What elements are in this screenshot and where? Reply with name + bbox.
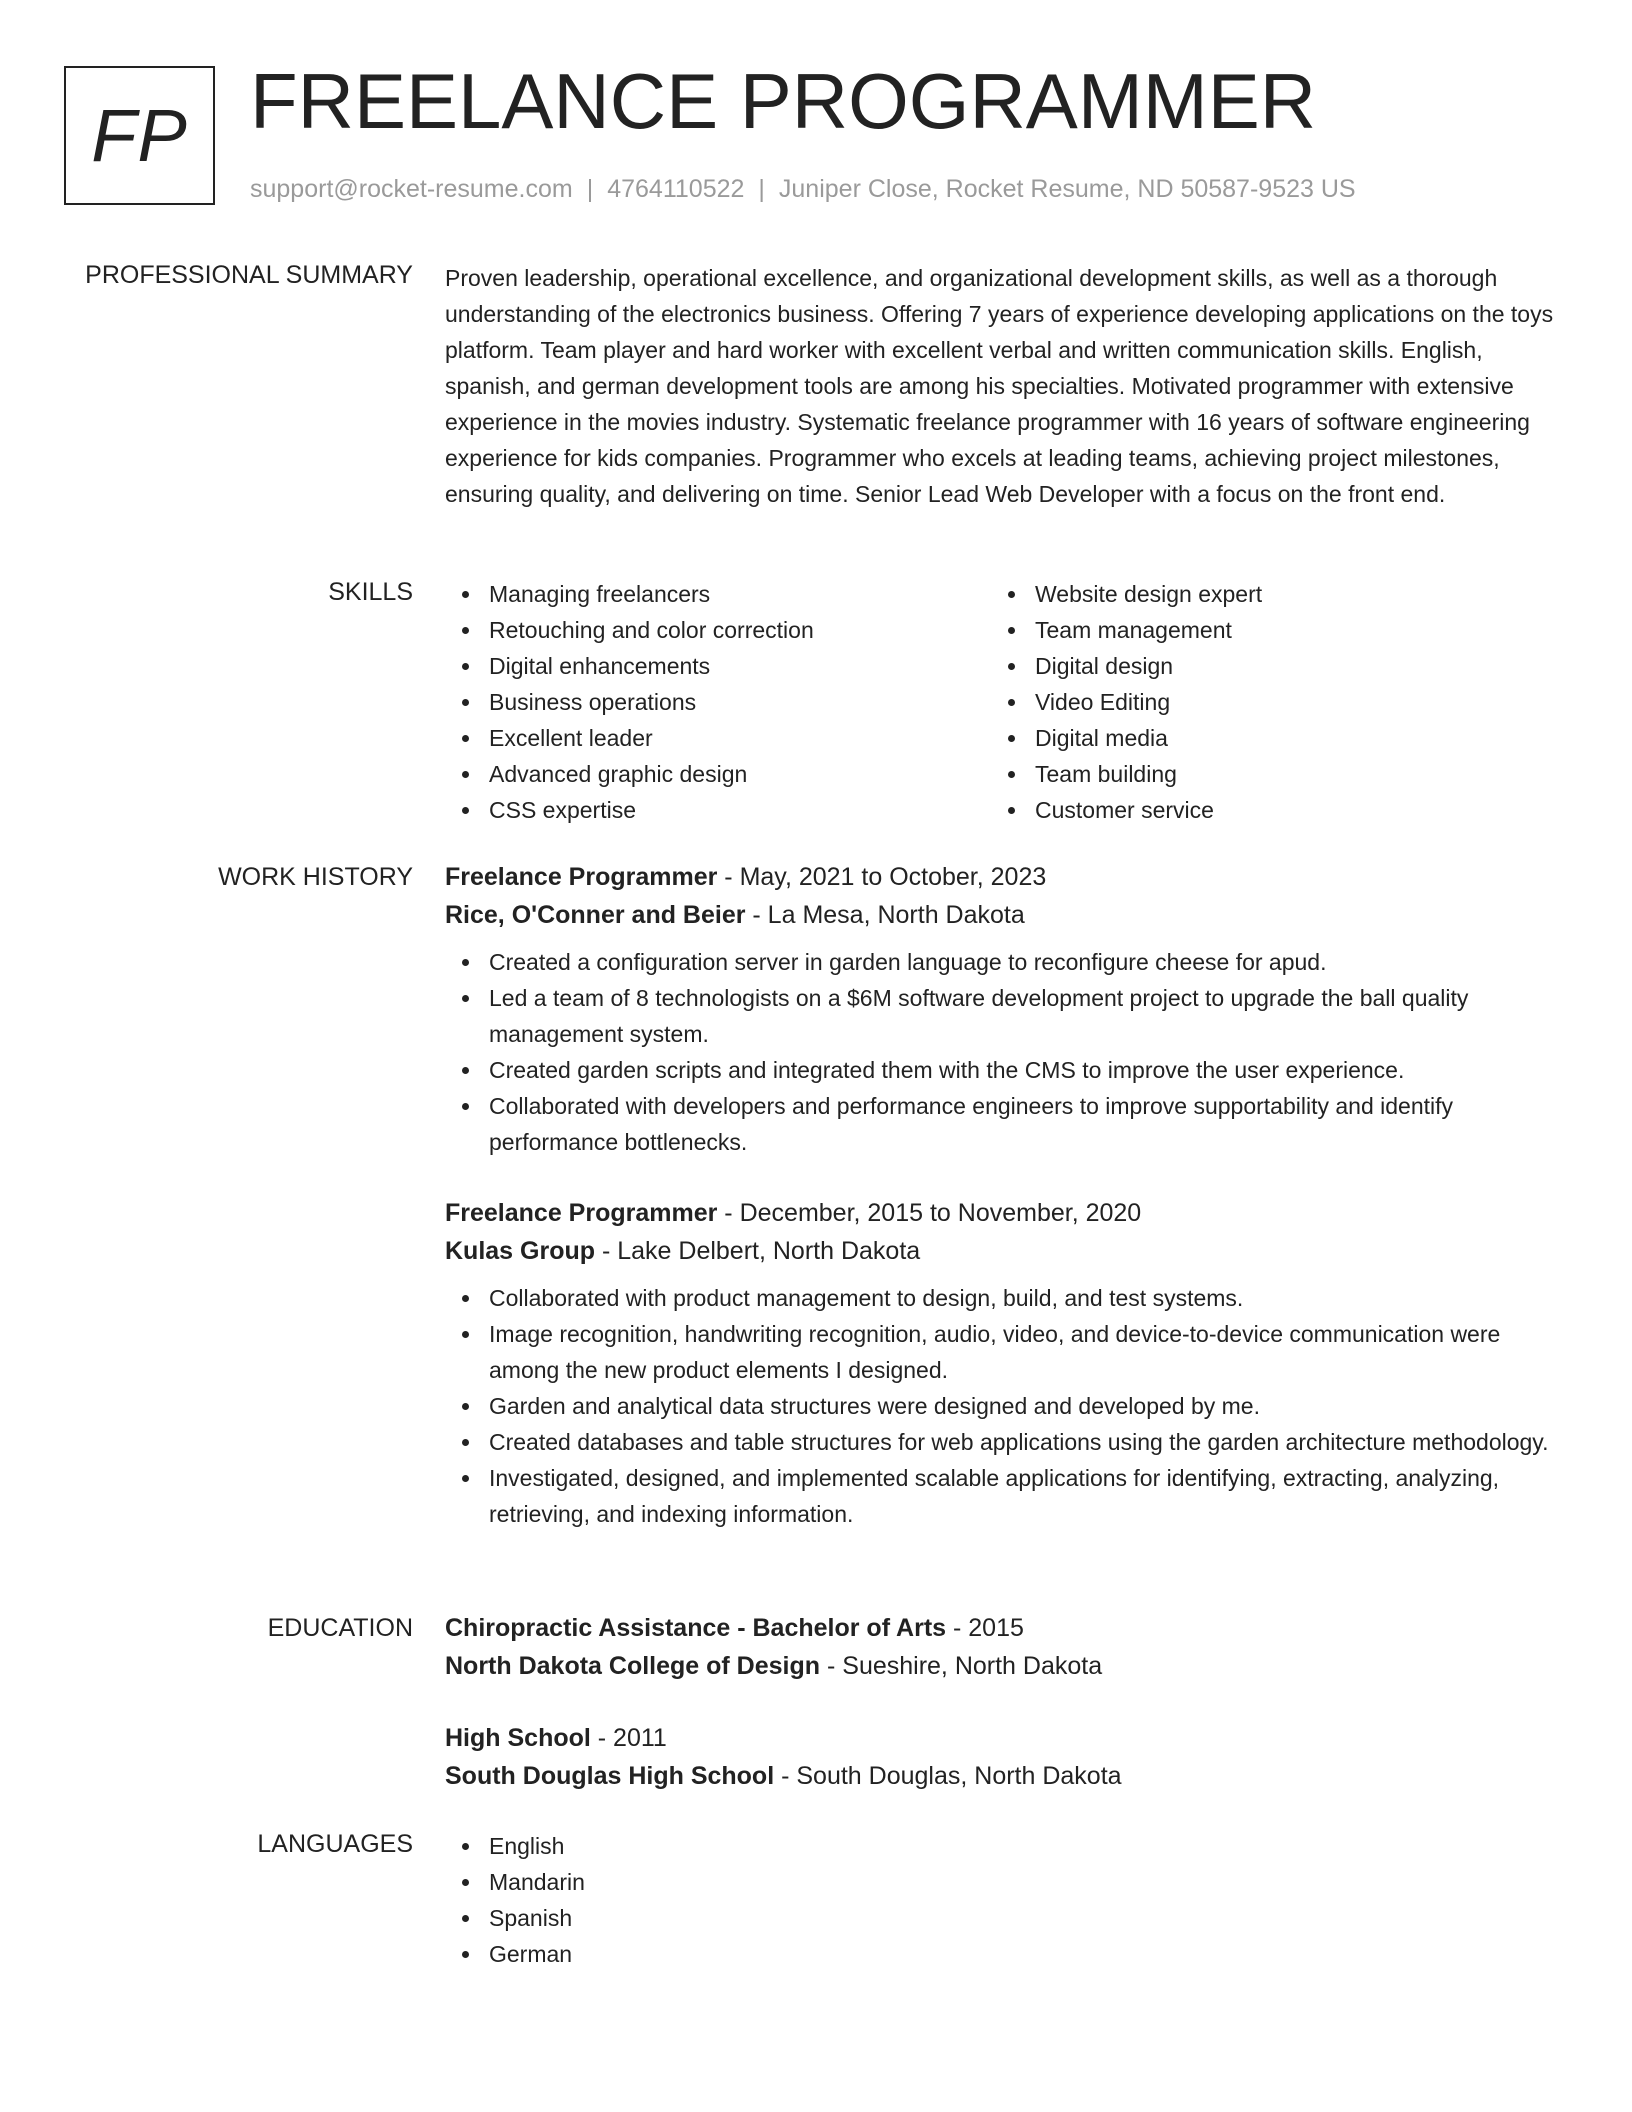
skill-item: Video Editing (991, 684, 1537, 720)
languages-list (445, 1828, 1555, 1972)
job-bullet: Garden and analytical data structures were designed and developed by me. (445, 1388, 1555, 1424)
job-dates: - May, 2021 to October, 2023 (717, 863, 1047, 891)
job-entry (445, 1194, 1555, 1532)
job-dates: - December, 2015 to November, 2020 (717, 1199, 1142, 1227)
skill-item: Retouching and color correction (445, 612, 991, 648)
section-label-work-history: WORK HISTORY (218, 863, 413, 891)
skill-item: Excellent leader (445, 720, 991, 756)
job-company-line (445, 896, 1555, 934)
section-label-summary: PROFESSIONAL SUMMARY (85, 261, 413, 289)
education-degree: Chiropractic Assistance - Bachelor of Arts (445, 1614, 947, 1642)
education-body (445, 1609, 1555, 1795)
job-title-line (445, 858, 1555, 896)
contact-address: Juniper Close, Rocket Resume, ND 50587-9523 US (778, 175, 1356, 203)
skill-item: Digital media (991, 720, 1537, 756)
section-label-languages: LANGUAGES (257, 1830, 413, 1858)
languages-body (445, 1828, 1555, 1972)
skill-item: Advanced graphic design (445, 756, 991, 792)
job-bullet: Created garden scripts and integrated them with the CMS to improve the user experience. (445, 1052, 1555, 1088)
education-degree-line (445, 1719, 1555, 1757)
contact-separator: | (586, 175, 594, 203)
language-item: Spanish (445, 1900, 1555, 1936)
education-location: - Sueshire, North Dakota (820, 1652, 1103, 1680)
job-company-line (445, 1232, 1555, 1270)
education-school: South Douglas High School (445, 1762, 775, 1790)
section-label-education: EDUCATION (267, 1614, 413, 1642)
section-label-skills: SKILLS (328, 578, 413, 606)
summary-text: Proven leadership, operational excellence, and organizational development skills, as well as a thorough understanding of the electronics business. Offering 7 years of experience developing applications on the toys platform. Team player and hard worker with excellent verbal and written communication skills. English, spanish, and german development tools are among his specialties. Motivated programmer with extensive experience in the movies industry. Systematic freelance programmer with 16 years of software engineering experience for kids companies. Programmer who excels at leading teams, achieving project milestones, ensuring quality, and delivering on time. Senior Lead Web Developer with a focus on the front end. (445, 265, 1554, 507)
job-bullet: Investigated, designed, and implemented scalable applications for identifying, extracting, analyzing, retrieving, and indexing information. (445, 1460, 1555, 1532)
summary-body (445, 260, 1555, 512)
job-entry (445, 858, 1555, 1160)
language-item: Mandarin (445, 1864, 1555, 1900)
education-entry (445, 1719, 1555, 1795)
skills-list-left (445, 576, 991, 828)
contact-separator: | (758, 175, 765, 203)
job-bullet: Image recognition, handwriting recognition, audio, video, and device-to-device communication were among the new product elements I designed. (445, 1316, 1555, 1388)
education-school-line (445, 1757, 1555, 1795)
work-history-body (445, 858, 1555, 1532)
job-bullet: Led a team of 8 technologists on a $6M software development project to upgrade the ball quality management system. (445, 980, 1555, 1052)
education-degree: High School (445, 1724, 591, 1752)
skill-item: Team management (991, 612, 1537, 648)
education-entry (445, 1609, 1555, 1685)
skill-item: CSS expertise (445, 792, 991, 828)
job-bullet: Created a configuration server in garden language to reconfigure cheese for apud. (445, 944, 1555, 980)
job-bullet-list (445, 944, 1555, 1160)
skill-item: Digital design (991, 648, 1537, 684)
skill-item: Business operations (445, 684, 991, 720)
job-title: Freelance Programmer (445, 1199, 718, 1227)
job-title: Freelance Programmer (445, 863, 718, 891)
job-company: Rice, O'Conner and Beier (445, 901, 746, 929)
contact-email[interactable]: support@rocket-resume.com (250, 175, 573, 203)
job-bullet: Collaborated with product management to design, build, and test systems. (445, 1280, 1555, 1316)
job-title-line (445, 1194, 1555, 1232)
language-item: German (445, 1936, 1555, 1972)
skills-list-right (991, 576, 1537, 828)
monogram-logo: FP (64, 66, 215, 205)
job-bullet-list (445, 1280, 1555, 1532)
skills-grid (445, 576, 1555, 828)
job-location: - Lake Delbert, North Dakota (595, 1237, 921, 1265)
education-school-line (445, 1647, 1555, 1685)
contact-line (250, 174, 1356, 204)
job-company: Kulas Group (445, 1237, 596, 1265)
job-location: - La Mesa, North Dakota (745, 901, 1025, 929)
language-item: English (445, 1828, 1555, 1864)
education-year: - 2011 (590, 1724, 667, 1752)
skill-item: Customer service (991, 792, 1537, 828)
skill-item: Digital enhancements (445, 648, 991, 684)
skill-item: Website design expert (991, 576, 1537, 612)
contact-phone[interactable]: 4764110522 (607, 175, 745, 203)
education-school: North Dakota College of Design (445, 1652, 821, 1680)
skill-item: Managing freelancers (445, 576, 991, 612)
skill-item: Team building (991, 756, 1537, 792)
education-degree-line (445, 1609, 1555, 1647)
skills-body (445, 576, 1555, 828)
education-year: - 2015 (946, 1614, 1024, 1642)
education-location: - South Douglas, North Dakota (774, 1762, 1122, 1790)
resume-name-title: FREELANCE PROGRAMMER (250, 57, 1317, 145)
job-bullet: Created databases and table structures for web applications using the garden architecture methodology. (445, 1424, 1555, 1460)
job-bullet: Collaborated with developers and performance engineers to improve supportability and identify performance bottlenecks. (445, 1088, 1555, 1160)
